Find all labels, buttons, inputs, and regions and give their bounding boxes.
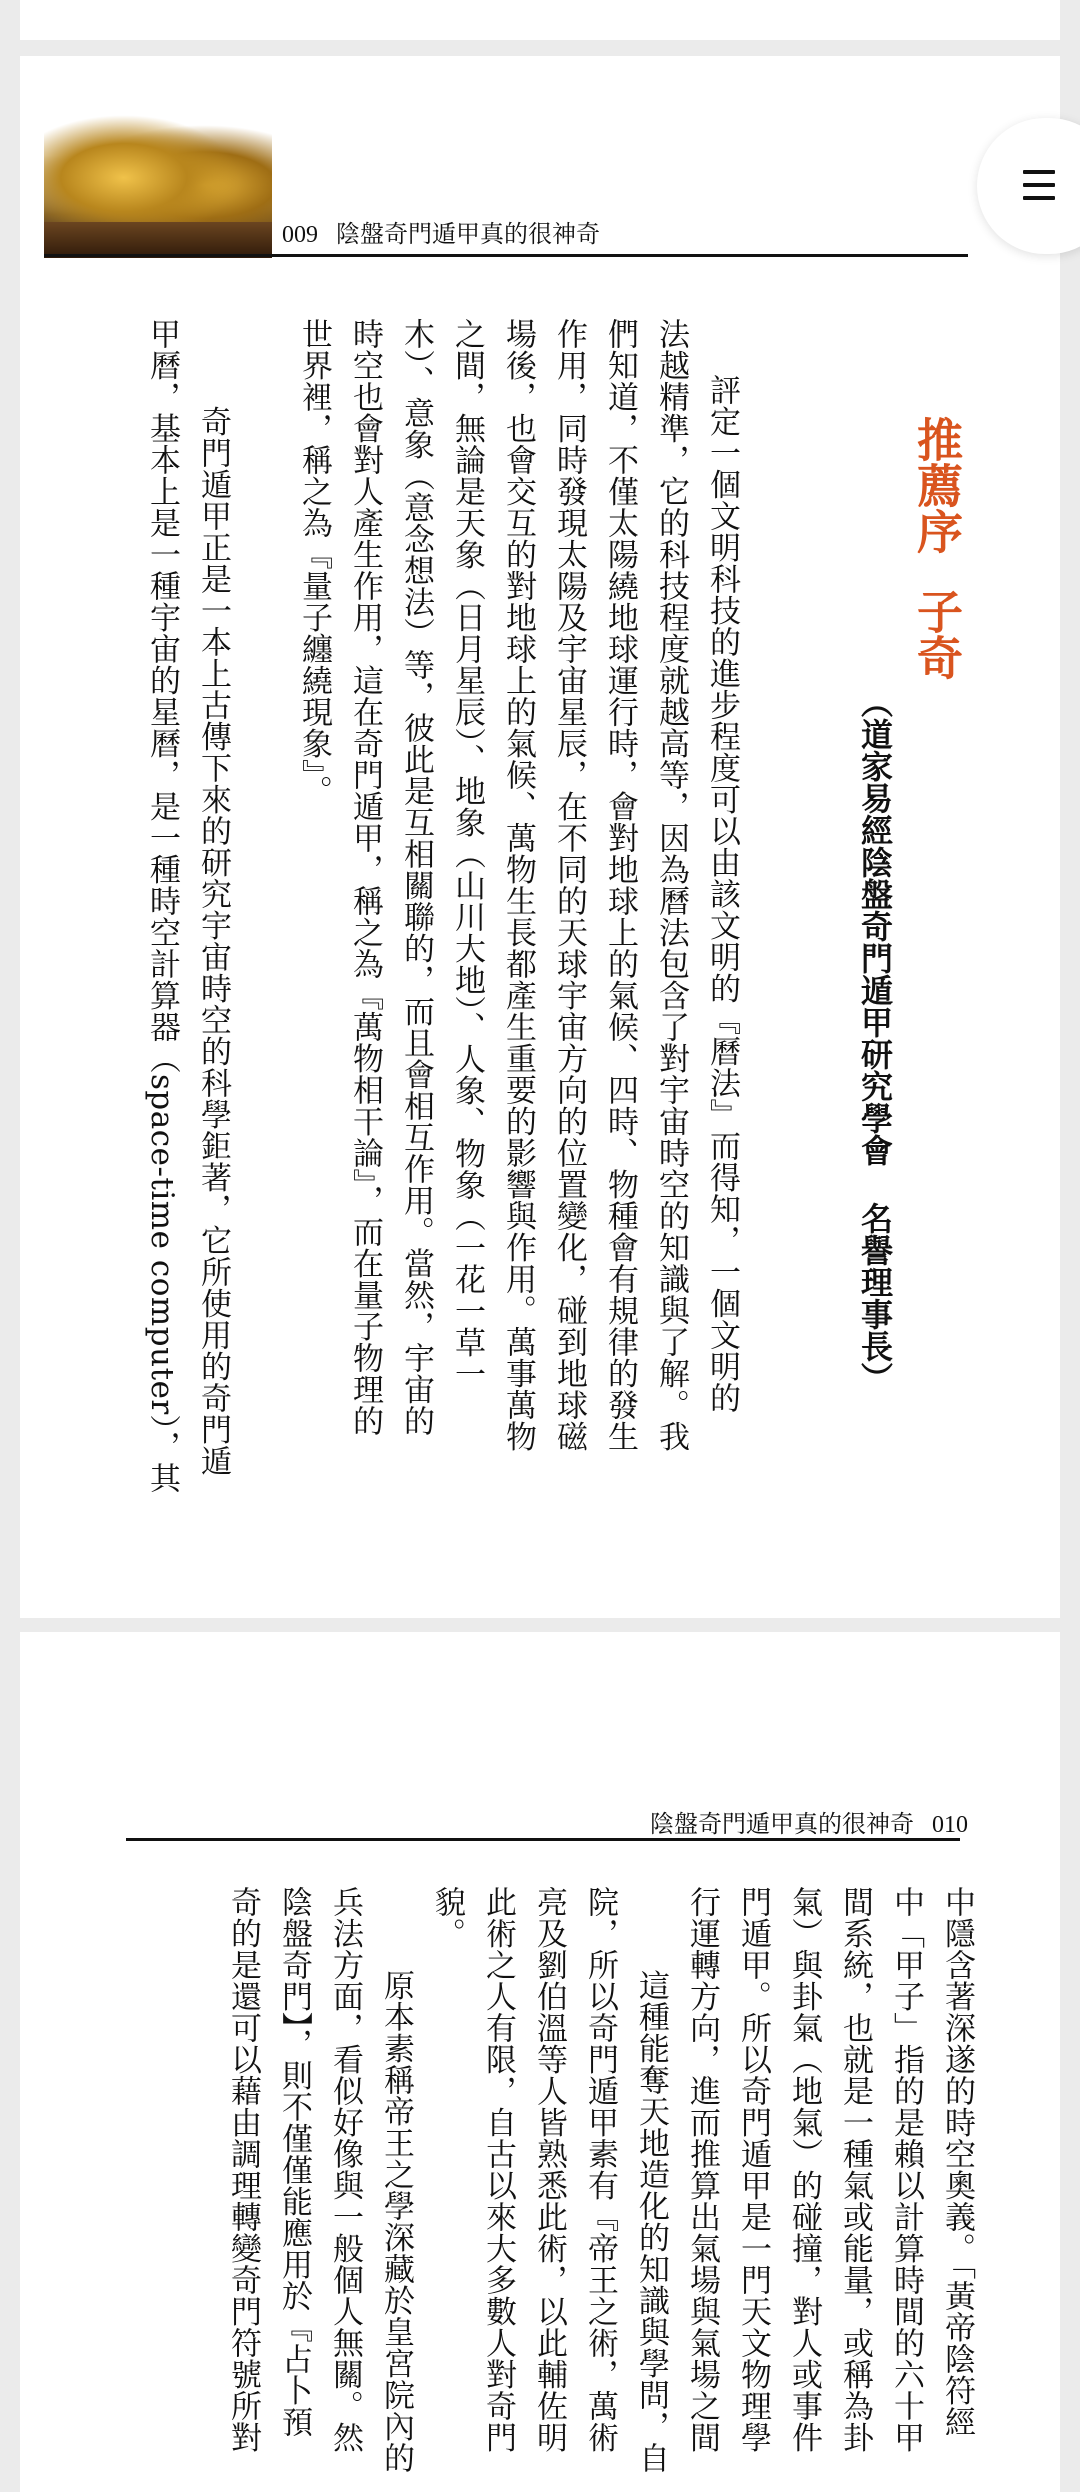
running-title: 陰盤奇門遁甲真的很神奇 bbox=[650, 1810, 914, 1838]
text-column: 奇門遁甲正是一本上古傳下來的研究宇宙時空的科學鉅著，它所使用的奇門遁 bbox=[195, 374, 231, 1477]
text-column: 法越精準，它的科技程度就越高等，因為曆法包含了對宇宙時空的知識與了解。我 bbox=[653, 318, 689, 1452]
text-column: 時空也會對人產生作用，這在奇門遁甲，稱之為『萬物相干論』，而在量子物理的 bbox=[347, 318, 383, 1437]
text-column: 行運轉方向，進而推算出氣場與氣場之間 bbox=[684, 1886, 720, 2453]
text-column: 院，所以奇門遁甲素有『帝王之術，萬術 bbox=[582, 1886, 618, 2453]
author-affiliation bbox=[858, 686, 892, 1394]
text-column: 中隱含著深遂的時空奧義。「黃帝陰符經 bbox=[939, 1886, 975, 2438]
text-column: 此術之人有限，自古以來大多數人對奇門 bbox=[480, 1886, 516, 2453]
text-column: 兵法方面，看似好像與一般個人無關。然 bbox=[327, 1886, 363, 2453]
golden-lion-statue-image bbox=[44, 112, 272, 258]
previous-page-edge bbox=[20, 0, 1060, 40]
preface-title bbox=[912, 416, 962, 680]
text-column: 中「甲子」指的是賴以計算時間的六十甲 bbox=[888, 1886, 924, 2453]
text-column: 們知道，不僅太陽繞地球運行時，會對地球上的氣候、四時、物種會有規律的發生 bbox=[602, 318, 638, 1452]
text-column: 門遁甲。所以奇門遁甲是一門天文物理學 bbox=[735, 1886, 771, 2453]
header-rule bbox=[44, 254, 968, 257]
running-title: 陰盤奇門遁甲真的很神奇 bbox=[336, 220, 600, 248]
text-column: 甲曆，基本上是一種宇宙的星曆，是一種時空計算器（space-time computer），其 bbox=[144, 318, 180, 1494]
author-affiliation-role: 名譽理事長） bbox=[856, 1202, 894, 1394]
text-column: 奇的是還可以藉由調理轉變奇門符號所對 bbox=[225, 1886, 261, 2453]
text-column: 亮及劉伯溫等人皆熟悉此術，以此輔佐明 bbox=[531, 1886, 567, 2453]
author-affiliation-org: （道家易經陰盤奇門遁甲研究學會 bbox=[856, 686, 894, 1166]
page-header bbox=[650, 1804, 968, 1839]
book-page-010 bbox=[20, 1632, 1060, 2492]
text-column: 貌。 bbox=[429, 1886, 465, 1949]
preface-author: 子奇 bbox=[910, 588, 964, 680]
page-number: 009 bbox=[282, 222, 318, 248]
text-column: 世界裡，稱之為『量子纏繞現象』。 bbox=[296, 318, 332, 807]
text-column: 間系統，也就是一種氣或能量，或稱為卦 bbox=[837, 1886, 873, 2453]
text-column: 木）、意象（意念想法）等，彼此是互相關聯的，而且會相互作用。當然，宇宙的 bbox=[398, 318, 434, 1437]
text-column: 之間，無論是天象（日月星辰）、地象（山川大地）、人象、物象（一花一草一 bbox=[449, 318, 485, 1390]
header-rule bbox=[126, 1838, 960, 1841]
text-column: 陰盤奇門】，則不僅僅能應用於『占卜預 bbox=[276, 1886, 312, 2438]
page-number: 010 bbox=[932, 1812, 968, 1838]
preface-title-label: 推薦序 bbox=[910, 416, 964, 554]
text-column: 場後，也會交互的對地球上的氣候、萬物生長都產生重要的影響與作用。萬事萬物 bbox=[500, 318, 536, 1452]
text-column: 評定一個文明科技的進步程度可以由該文明的『曆法』而得知，一個文明的 bbox=[704, 374, 740, 1414]
page-header bbox=[282, 214, 600, 249]
text-column: 氣）與卦氣（地氣）的碰撞，對人或事件 bbox=[786, 1886, 822, 2453]
book-page-009 bbox=[20, 56, 1060, 1618]
text-column: 原本素稱帝王之學深藏於皇宮院內的 bbox=[378, 1938, 414, 2474]
text-column: 這種能奪天地造化的知識與學問，自 bbox=[633, 1938, 669, 2474]
text-column: 作用，同時發現太陽及宇宙星辰，在不同的天球宇宙方向的位置變化，碰到地球磁 bbox=[551, 318, 587, 1452]
